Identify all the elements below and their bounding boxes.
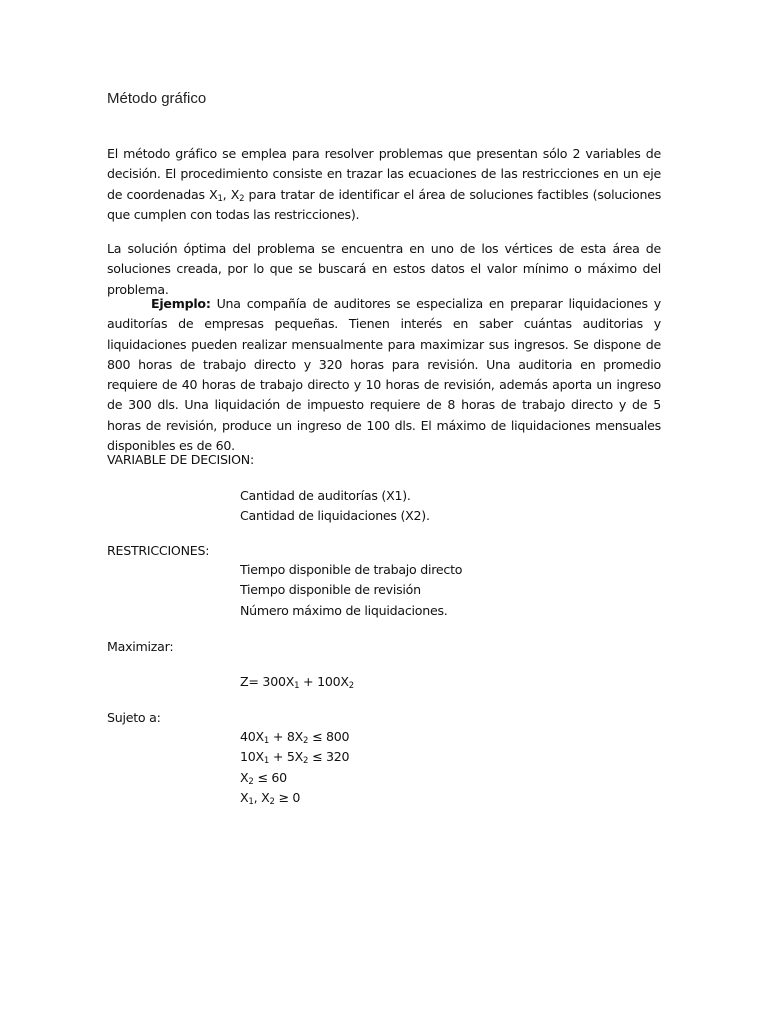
paragraph-optimal-solution: La solución óptima del problema se encuentra en uno de los vértices de esta área de soluciones creada, por lo que se buscará en estos datos el valor mínimo o máximo del problema. bbox=[107, 241, 661, 297]
constraints-list bbox=[240, 727, 349, 808]
page-title: Método gráfico bbox=[107, 90, 207, 107]
restriction-item: Tiempo disponible de trabajo directo bbox=[240, 562, 463, 577]
intro-text-2: , X bbox=[222, 186, 240, 202]
constraint-3: $X_2 \le 60$ bbox=[240, 769, 287, 787]
restrictions-list bbox=[240, 560, 462, 621]
restriction-item: Número máximo de liquidaciones. bbox=[240, 602, 448, 618]
objective-function bbox=[240, 672, 354, 692]
maximize-label: Maximizar: bbox=[107, 639, 174, 654]
variables-list bbox=[240, 486, 430, 527]
objective-text: + 100X bbox=[299, 674, 349, 689]
example-label: Ejemplo: bbox=[151, 296, 211, 311]
variables-label: VARIABLE DE DECISION: bbox=[107, 452, 254, 467]
constraint-4: $X_1$, $X_2 \ge 0$ bbox=[240, 789, 301, 807]
intro-text-1: El método gráfico se emplea para resolver problemas que presentan sólo 2 variables de decisión. El procedimiento consiste en trazar las ecuaciones de las restricciones en un eje de coordenadas X bbox=[107, 146, 661, 202]
objective-sub: 1 bbox=[294, 681, 300, 691]
intro-sub-2: 2 bbox=[239, 193, 245, 204]
variable-item: Cantidad de auditorías (X1). bbox=[240, 488, 411, 503]
intro-text-3: para tratar de identificar el área de soluciones factibles (soluciones que cumplen con todas las restricciones). bbox=[107, 186, 661, 222]
objective-sub: 2 bbox=[348, 681, 354, 691]
example-text: Una compañía de auditores se especializa en preparar liquidaciones y auditorías de empresas pequeñas. Tienen interés en saber cuántas auditorias y liquidaciones pueden realizar mensualmente para maximizar sus ingresos. Se dispone de 800 horas de trabajo directo y 320 horas para revisión. Una auditoria en promedio requiere de 40 horas de trabajo directo y 10 horas de revisión, además aporta un ingreso de 300 dls. Una liquidación de impuesto requiere de 8 horas de trabajo directo y de 5 horas de revisión, produce un ingreso de 100 dls. El máximo de liquidaciones mensuales disponibles es de 60. bbox=[107, 296, 661, 454]
paragraph-intro bbox=[107, 144, 661, 225]
constraint-1: $40X_1 + 8X_2 \le 800$ bbox=[240, 729, 350, 746]
objective-text: Z= 300X bbox=[240, 674, 295, 689]
intro-sub-1: 1 bbox=[217, 193, 223, 204]
variable-item: Cantidad de liquidaciones (X2). bbox=[240, 508, 430, 524]
restrictions-label: RESTRICCIONES: bbox=[107, 543, 210, 558]
paragraph-example bbox=[107, 294, 661, 456]
subject-to-label: Sujeto a: bbox=[107, 710, 161, 725]
restriction-item: Tiempo disponible de revisión bbox=[240, 582, 421, 598]
constraint-2: $10X_1 + 5X_2 \le 320$ bbox=[240, 749, 350, 767]
